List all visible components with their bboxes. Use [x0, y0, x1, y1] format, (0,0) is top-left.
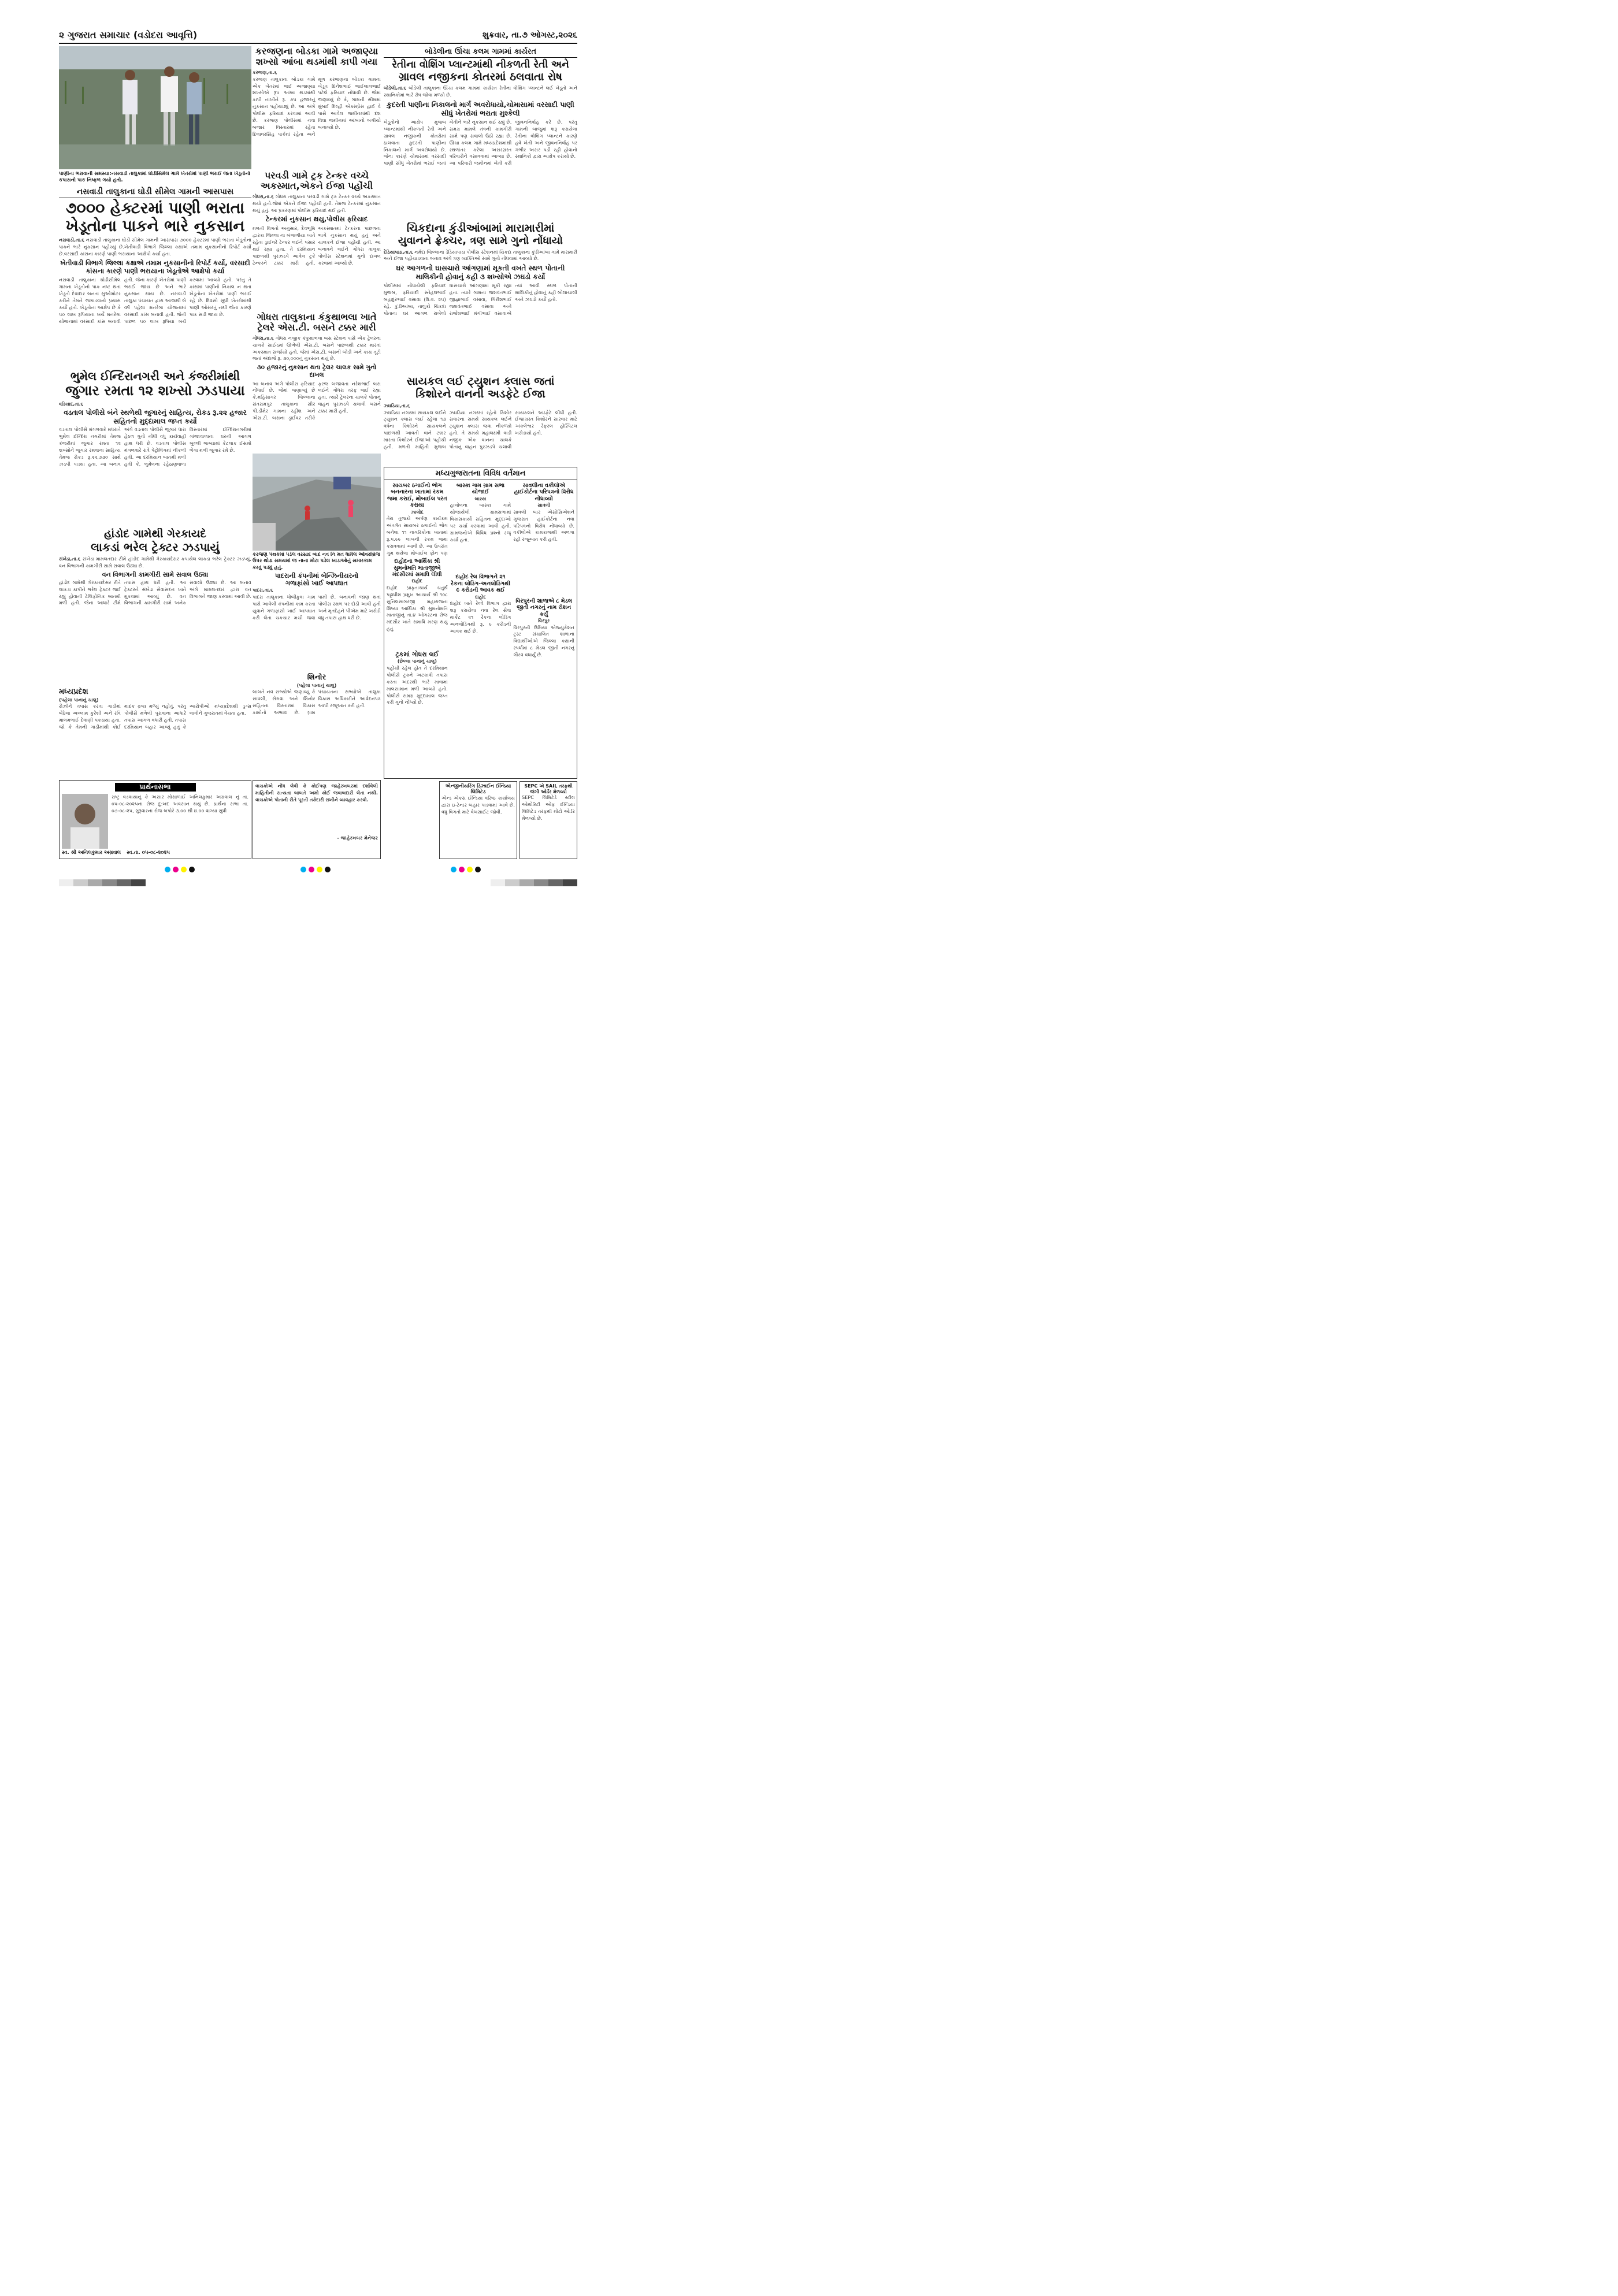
- mg-item1-title: સાયબર ઠગાઈનો ભોગ બનનારના ખાતામાં રકમ જમા કરાઈ, મોબાઈલ પરત કરાયા: [387, 482, 447, 509]
- story-chikda-headline-2: યુવાનને ફ્રેક્ચર, ત્રણ સામે ગુનો નોંધાયો: [398, 234, 563, 247]
- story-prohibition: [384, 781, 437, 859]
- mg-item4-title: દાહોદ રેલ વિભાગને ૨૧ રેકના લોડિંગ-અનલોડિંગથી ૯ કરોડની આવક થઈ: [450, 574, 511, 594]
- story-cycle-headline-2: કિશોરને વાનની અડફેટે ઈજા: [415, 387, 545, 400]
- mg-item6-title: સાવલીના વકીલોએ હાઈકોર્ટના પરિપત્રનો વિરોધ નોંધાવ્યો: [514, 482, 574, 502]
- story-kakubhabhala-headline-2: ટ્રેલરે એસ.ટી. બસને ટક્કર મારી: [257, 322, 376, 333]
- padra-body: પાદરા તાલુકાના ધોબીકુવા ગામ પાસે આવેલી કંપનીમાં કામ કરતા યુવાને ગળાફાંસો ખાઈ આપઘાત કરી લેતા ચકચાર મચી જવા પામી છે. બનાવની જાણ થતાં પોલીસ સ્થળ પર દોડી આવી હતી અને મૃતદેહને પીએમ માટે ખસેડી વધુ તપાસ હાથ ધરી છે.: [253, 594, 381, 621]
- shinor-title: શિનોર: [307, 673, 326, 682]
- shinor-note: (પહેલા પાનાનું ચાલુ): [296, 682, 337, 688]
- story-handod-headline-2: લાકડાં ભરેલ ટ્રેક્ટર ઝડપાયું: [91, 540, 220, 554]
- tender-body: એન્ડ એકસ ઈન્ડિયા વરિષ્ઠ કાર્યાલય દ્વારા ઇ-ટેન્ડર બહાર પાડવામાં આવે છે. વધુ વિગતો માટે વેબસાઈટ જોવી.: [441, 795, 515, 815]
- color-registration-marks-right: [451, 867, 481, 872]
- prarthana-title: પ્રાર્થનાસભા: [115, 783, 196, 792]
- story-karjan-bodka-dateline-line: [253, 69, 381, 76]
- mg-item3-body: દાહોદ પ્રાકૃતાચાર્ય ચતુર્થ પટ્ટાધીશ પ્રમુખ આચાર્ય શ્રી ૧૦૮ સુનિલસાગરજી મહારાજના શિષ્યા આર્થિકા શ્રી સુમનોમતિ માતાજીનું તા.૪ ઓગસ્ટના રોજ મંદસૌર ખાતે સમાધિ મરણ થયું હતું.: [387, 584, 448, 632]
- story-chikda: [384, 222, 577, 373]
- story-cycle-headline-1: સાયકલ લઈ ટ્યુશન ક્લાસ જતાં: [406, 376, 555, 388]
- bridge-repair-image: [253, 454, 381, 551]
- mg-item5-title: ટ્રકમાં ગોધરા લઈ: [395, 650, 439, 658]
- story-retina-headline-2: ગ્રાવલ નજીકના કોતરમાં ઠલવાતા રોષ: [398, 70, 563, 83]
- story-nasvadi-body: નસવાડી તાલુકાના ઘોડીસીમેલ ગામના ખેડૂતોનો પાક નષ્ટ થતાં ખેડૂતો દેવાદાર બનતા સુઓમોટર કરીને તેમને જગાડવાનો પ્રયાસ કર્યો હતો. ખેડૂતોના આક્ષેપ છે કે ૫૦ લાખ રૂપિયાના ખર્ચે મનરેગા યોજનામાં વરસાદી કાંસ બનાવી હતી. જેના કારણે ખેતરોમાં પાણી ભરાઈ જાય છે અને ભારે નુકસાન થાય છે. નસવાડી તાલુકા પંચાયત દ્વારા આજથી બે વર્ષ પહેલા મનરેગા યોજનામાં વરસાદી કાંસ બનાવી હતી. જેની પાછળ ૫૦ લાખ રૂપિયા ખર્ચ કરવામાં આવ્યો હતો. પરંતુ તે કાંસમાં પાણીનો નિકાલ ન થતા ખેડૂતોના ખેતરોમાં પાણી ભરાઈ રહે છે. દિવસો સુધી ખેતરોમાંથી પાણી ઓસરતું નથી જેના કારણે પાક સડી જાય છે.: [59, 277, 251, 324]
- story-handod-lead-text: સંખેડા મામલતદાર ટીમે હાંડોદ ગામેથી ગેરકાયદેસર કપાયેલ લાકડા ભરેલ ટ્રેક્ટર ઝડપ્યું, વન વિભાગની કામગીરી સામે સવાલ ઉઠ્યા છે.: [59, 555, 251, 569]
- story-handod-lead: [59, 556, 251, 570]
- photo-farmers: [59, 46, 251, 169]
- story-nasvadi-headline-1: ૭૦૦૦ હેક્ટરમાં પાણી ભરાતા: [65, 199, 245, 217]
- story-cycle: [384, 376, 577, 465]
- story-retina-dateline: બોડેલી,તા.૬: [384, 86, 406, 91]
- story-parvadi-lead: [253, 194, 381, 214]
- story-kakubhabhala-headline-1: ગોધરા તાલુકાના કંકુથાભલા ખાતે: [257, 312, 377, 322]
- story-bhumel-headline-2: જુગાર રમતા ૧૨ શખ્સો ઝડપાયા: [65, 382, 245, 399]
- mg-item2-title: બાસ્કા ગામ ગ્રામ સભા યોજાઈ: [456, 482, 505, 496]
- story-retina-lead-text: બોડેલી તાલુકાના ઊંચા કલમ ગામમાં કાર્યરત રેતીના વોશિંગ પ્લાન્ટને લઈ ખેડૂતો અને સ્થાનિકોમાં ભારે રોષ જોવા મળ્યો છે.: [384, 85, 577, 98]
- story-bhumel-dateline-line: [59, 401, 251, 408]
- story-nasvadi-lead-text: નસવાડી તાલુકાના ઘોડી સીમેલ ગામની આસપાસ ૭૦૦૦ હેક્ટરમાં પાણી ભરાતા ખેડૂતોના પાકને ભારે નુકસાન પહોંચ્યું છે.ખેતીવાડી વિભાગે જિલ્લા કક્ષાએ તમામ નુકસાનીનો રિપોર્ટ કર્યો છે.વરસાદી કાંસના કારણે પાણી ભરાયાના આક્ષેપો કર્યા હતા.: [59, 237, 251, 257]
- prarthana-dates: સ્વ.તા. ૦૫-૦૮-૨૦૨૫: [127, 850, 170, 856]
- story-handod: [59, 528, 251, 685]
- story-chikda-dateline: દેડિયાપાડા,તા.૬: [384, 249, 413, 255]
- photo-bridge-caption: કરજણ પંથકમાં પડેલ વરસાદ બાદ નવ નિ મત ધામેલ ઓવરબ્રિજ ઉપર થોડા સમયમાં જ નાના મોટા પડેલ ખાડાઓનું સમારકામ કરવું પડ્યું હતું.: [253, 552, 380, 570]
- story-chikda-headline-1: ચિકદાના કુંડીઆંબામાં મારામારીમાં: [406, 222, 555, 235]
- tender-body-2: SEPC લિમિટેડે સ્ટીલ ઓથોરિટી ઓફ ઈન્ડિયા લિમિટેડ તરફથી મોટો ઓર્ડર મેળવ્યો છે.: [522, 794, 575, 821]
- mg-item7-dateline: વિરપુર: [538, 618, 550, 623]
- story-nasvadi-kicker: નસવાડી તાલુકાના ઘોડી સીમેલ ગામની આસપાસ: [59, 186, 251, 198]
- color-bar-right: [491, 879, 577, 886]
- color-registration-marks-left: [165, 867, 195, 872]
- mg-item4-body: દાહોદ ખાતે રેલ્વે વિભાગ દ્વારા શરૂ કરાયેલા નવા રેલ સેવા માર્કેટ ૨૧ રેકના લોડિંગ અનલોડિંગથી રૂ. ૯ કરોડની આવક થઈ છે.: [450, 600, 511, 634]
- mg-item3-title: દાહોદના આર્થિકા શ્રી સુમનોમતિ માતાજીએ મંદસૌરમાં સમાધિ લીધી: [392, 558, 442, 578]
- madhya-gujarat-col-3: [513, 482, 574, 774]
- story-kakubhabhala-body: આ બનાવ અંગે પોલીસ ફરિયાદ નોંધાઈ છે. જેમાં જણાવ્યું છે કે,મહિસાગર જિલ્લાના સંતરામપુર તાલુકાના સીર પી.ડીમેર ગામના રહીશ અને એસ.ટી. બસના ડ્રાઈવર તરીકે ફરજ બજાવતા નરેશભાઈ બસ લઈને ગોધરા તરફ જઈ રહ્યા હતા. ત્યારે ટ્રેલરના ચાલકે પોતાનું વાહન પુરઝડપે ચલાવી બસને ટક્કર મારી હતી.: [253, 380, 381, 421]
- story-karjan-bodka: [253, 46, 381, 168]
- mg-item7-title: વિરપુરની શાળાએ ૮ મેડલ જીતી નગરનું નામ રોશન કર્યું: [515, 597, 572, 618]
- prarthana-box: [59, 780, 251, 859]
- story-nasvadi-lead: [59, 237, 251, 258]
- story-karjan-bodka-body: કરજણ તાલુકાના બોડકા ગામે એક ખેતરમાં જઈ અજાણ્યા શખ્સોએ રૂપ આંબા થડમાંથી કાપી નાખીને રૂ. ૭૫ હજારનું નુકસાન પહોંચાડ્યું છે. આ અંગે પોલીસ ફરિયાદ કરવામાં આવી છે. કરજણ પોલીસમાં નવા બજાર વિસ્તારમાં રહેતા દિલાવરસિંહ પાર્કમાં રહેતા અને મૂળ કરજણના બોડકા ગામના ખેડૂત દિનેશભાઈ ભાઈલાલભાઈ પટેલે ફરિયાદ નોંધાવી છે. જેમાં જણાવ્યું છે કે, ગામની સીમમાં મુંબઈ દિલ્હી એક્સપ્રેસ હાઈ વે પાસે આવેલ જમીનમાંથી દશ વિઘા જમીનમાં આંબાનો બગીચો બનાવ્યો છે.: [253, 76, 381, 137]
- story-cycle-body: ઝઘડિયા નગરમાં સાયકલ લઈને ટ્યુશન ક્લાસ જઈ રહેલા ૧૩ વર્ષના કિશોરને સાયકલને પાછળથી આવતી વાને ટક્કર મારતા કિશોરને ઈજાઓ પહોંચી હતી. મળતી માહિતી મુજબ ઝઘડિયા નગરમાં રહેતો કિશોર સવારના સમયે સાયકલ લઈને ટ્યુશન ક્લાસ જવા નીકળ્યો હતો. તે સમયે મહાલક્ષ્મી વાડી નજીક એક વાનના ચાલકે પોતાનું વાહન પુરઝડપે ચલાવી સાયકલને અડફેટે લીધી હતી. ઈજાગ્રસ્ત કિશોરને સારવાર માટે અંકલેશ્વર રેફરલ હોસ્પિટલ ખસેડાયો હતો.: [384, 409, 577, 450]
- farmers-field-image: [59, 46, 251, 169]
- prarthana-name: સ્વ. શ્રી અનિલકુમાર અગ્રવાલ: [62, 850, 121, 856]
- story-kakubhabhala-lead-text: ગોધરા નજીક કંકુથાભલા બસ સ્ટેશન પાસે એક ટ્રેલરના ચાલકે સાઈડમાં ઊભેલી એસ.ટી. બસને પાછળથી ટક્કર મારતાં અકસ્માત સર્જાયો હતો. જેમાં એસ.ટી. બસની બોડી અને કાચ તૂટી જતાં અંદાજે રૂ. ૩૦,૦૦૦નું નુકસાન થયું છે.: [253, 335, 381, 362]
- padra-title: પાદરાની કંપનીમાં બેન્ઝિનીયરનો: [274, 572, 359, 579]
- notice-box: [253, 780, 381, 859]
- tender-box-2: [519, 781, 577, 859]
- mg-item6-dateline: સાવલી: [537, 503, 551, 508]
- story-parvadi-lead-text: ગોધરા તાલુકાના પરવડી ગામે ટ્રક ટેન્કર વચ્ચે અકસ્માત થયો હતો.જેમાં એકને ઈજા પહોંચી હતી. તેમજ ટેન્કરમાં નુકસાન થયું હતું. આ પ્રકરણમાં પોલીસ ફરિયાદ થઈ હતી.: [253, 193, 381, 213]
- story-parvadi-subhead: ટેન્કરમાં નુકસાન થયુ,પોલીસ ફરિયાદ: [265, 215, 368, 224]
- madhyapradesh-body: રોઝીને તપાસ કરતા ગાડીમાં બેઠેલા અલ્લામ કુરેશી અને રવિ માલમભાઈ દેવાણી પકડાયા હતા. જો કે તેમની ગાડીમાંથી કોઈ માદક દ્રવ્ય મળ્યું નહોતું. પરંતુ પોલીસે મળેલી પુરાવાના આધારે તપાસ આગળ વધારી હતી. તપાસ દરમિયાન બહાર આવ્યું હતું કે આરોપીઓ મધ્યપ્રદેશથી ડ્રગ્સ લાવીને ગુજરાતમાં વેચતા હતા.: [59, 703, 251, 730]
- story-retina-kicker: બોડેલીના ઊંચા કલમ ગામમાં કાર્યરત: [384, 46, 577, 58]
- shinor-body: બાબતે નવ સભ્યોએ જણાવ્યું કે સાધલી, સેગવા અને શિનોર સહિતના વિસ્તારમાં વિકાસ કામોનો અભાવ છે. ગ્રામ પંચાયતના સભ્યોએ તાલુકા વિકાસ અધિકારીને આવેદનપત્ર આપી રજૂઆત કરી હતી.: [253, 689, 381, 716]
- story-handod-body: હાંડોદ ગામેથી ગેરકાયદેસર રીતે લાકડા કાપીને ભરેલ ટ્રેક્ટર જઈ રહ્યું હોવાની ટેલિફોનિક બાતમી મળી હતી. જેના આધારે ટીમે તપાસ હાથ ધરી હતી. આ ટ્રેક્ટરને સંખેડા સેવાસદન ખાતે મુકવામાં આવ્યું છે. વન વિભાગની કામગીરી સામે અનેક સવાલો ઉઠ્યા છે. આ બનાવ અંગે મામલતદાર દ્વારા વન વિભાગને જાણ કરવામાં આવી છે.: [59, 579, 251, 606]
- story-bhumel: [59, 370, 251, 527]
- madhyapradesh-note: (પહેલા પાનાનું ચાલુ): [59, 696, 99, 703]
- story-retina: [384, 46, 577, 220]
- mg-item2-body: હાલોલના બાસ્કા ગામે યોજાયેલી ગ્રામસભામાં વિકાસકાર્યો સહિતના મુદ્દાઓ પર ચર્ચા કરવામાં આવી હતી. ગ્રામજનોએ વિવિધ પ્રશ્નો રજૂ કર્યા હતા.: [450, 502, 511, 543]
- story-chikda-body: પોલીસમાં નોંધાયેલી ફરિયાદ મુજબ, ફરિયાદી સ્નેહલભાઈ બહાદુરભાઈ વસાવા (ઉ.વ. ૨૫) રહે. કુંડીઆંબા, તાલુકો ચિકદા પોતાના ઘર આગળ રાખેલો ઘાસચારો આંગણામાં મૂકી રહ્યા હતા. ત્યારે ગામના જશવંતભાઈ જીજ્ઞાભાઈ વસાવા, ગિરીશભાઈ જશવંતભાઈ વસાવા અને રાજેશભાઈ મંગીભાઈ વસાવાએ ત્યાં આવી સ્થળ પોતાની માલિકીનું હોવાનું કહી બોલાચાલી અને ઝઘડો કર્યો હતો.: [384, 283, 577, 316]
- story-retina-body: ખેડૂતોનો આક્ષેપ મુજબ પ્લાન્ટમાંથી નીકળતી રેતી અને ગ્રાવલ નજીકની કોતરોમાં ઠાલવાતા કુદરતી પાણીના નિકાલનો માર્ગ અવરોધાયો છે. જેના કારણે ચોમાસામાં વરસાદી પાણી સીધું ખેતરોમાં ભરાઈ જતાં ખેતીને ભારે નુકસાન થઈ રહ્યું છે. સમગ્ર મામલે તંત્રની કામગીરી સામે પણ સવાલો ઉઠી રહ્યા છે. ઊંચા કલમ ગામે મધ્યપ્રદેશમાંથી સ્થળાંતર કરેલા અસરગ્રસ્ત પરિવારોને વસાવવામાં આવ્યા છે. આ પરિવારો જમીનમાં ખેતી કરી જીવનનિર્વાહ કરે છે. પરંતુ ગામની બાજુમાં શરૂ કરાયેલા રેતીના વોશિંગ પ્લાન્ટને કારણે હવે ખેતી અને જીવનનિર્વાહ પર ગંભીર અસર પડી રહી હોવાનો સ્થાનિકો દ્વારા આક્ષેપ કરાયો છે.: [384, 118, 577, 166]
- mg-item7-body: વિરપુરની ઉમિયા એજ્યુકેશન ટ્રસ્ટ સંચાલિત શાળાના વિદ્યાર્થીઓએ જિલ્લા કક્ષાની સ્પર્ધામાં ૮ મેડલ જીતી નગરનું ગૌરવ વધાર્યું છે.: [513, 624, 575, 658]
- story-retina-subhead: કુદરતી પાણીના નિકાલનો માર્ગ અવરોધાયો,ચોમાસામાં વરસાદી પાણી સીધું ખેતરોમાં ભરાતા મુશ્કેલી: [387, 101, 574, 117]
- story-chikda-lead: [384, 249, 577, 263]
- masthead: [59, 29, 577, 42]
- mg-item5-body: પહોંચી રહેલ હોત તે દરમિયાન પોલીસે ટ્રકને અટકાવી તપાસ કરતા અંદરથી ભારે માત્રામાં માલસામાન મળી આવ્યો હતો. પોલીસે સમગ્ર મુદ્દામાલ જપ્ત કરી ગુનો નોંધ્યો છે.: [387, 665, 448, 705]
- story-bhumel-headline-1: ભુમેલ ઈન્દિરાનગરી અને કંજરીમાંથી: [70, 370, 240, 383]
- mg-item5-note: (છેલ્લા પાનાનું ચાલુ): [397, 658, 437, 664]
- story-nasvadi-dateline: નસવાડી,તા.૬: [59, 237, 84, 243]
- mg-item2-dateline: બાસ્કા: [474, 496, 487, 501]
- mg-item1-dateline: ઝાલોદ: [410, 509, 424, 515]
- story-bhumel-subhead: વડતાલ પોલીસે બંને સ્થળેથી જુગારનું સાહિત્ય, રોકડ રૂ.૨૨ હજાર સહિતનો મુદ્દામાલ જપ્ત કર્યો: [64, 408, 247, 425]
- mg-item1-body: તેરા તુજકો અર્પણ કાર્યક્રમ અંતર્ગત સાયબર ઠગાઈનો ભોગ બનેલા ૧૧ નાગરિકોના ખાતામાં રૂ.૫.૯૯ લાખની રકમ જમા કરાવવામાં આવી છે. આ ઉપરાંત ગુમ થયેલા મોબાઈલ ફોન પણ: [387, 515, 448, 556]
- madhya-gujarat-box: [384, 467, 577, 779]
- shinor-box: [253, 673, 381, 774]
- story-karjan-bodka-dateline: કરજણ,તા.૬: [253, 69, 277, 75]
- story-parvadi-headline-2: અકસ્માત,એકને ઈજા પહોંચી: [260, 180, 373, 192]
- story-retina-headline-1: રેતીના વોશિંગ પ્લાન્ટમાંથી નીકળતી રેતી અને: [392, 59, 569, 70]
- story-nasvadi-subhead: ખેતીવાડી વિભાગે જિલ્લા કક્ષાએ તમામ નુકસાનીનો રિપોર્ટ કર્યો, વરસાદી કાંસના કારણે પાણી ભરાયાના ખેડૂતોએ આક્ષેપો કર્યા: [60, 258, 250, 275]
- story-parvadi-dateline: ગોધરા,તા.૬: [253, 194, 274, 199]
- story-handod-headline-1: હાંડોદ ગામેથી ગેરકાયદે: [103, 528, 207, 540]
- padra-dateline: પાદરા,તા.૬: [253, 588, 273, 593]
- madhyapradesh-title: મધ્યપ્રદેશ: [59, 688, 88, 696]
- story-parvadi-body: મળતી વિગતો અનુસાર, દેવભૂમિ દ્વારકા જિલ્લા ના ખંભાળીયા ખાતે રહેતા ડ્રાઈવરે ટેન્કર લઈને પસાર થઈ રહ્યા હતા. તે દરમિયાન પાછળથી પુરઝડપે આવેલ ટ્રકે ટેન્કરને ટક્કર મારી હતી. અકસ્માતમાં ટેન્કરના પાછળના ભાગે નુકસાન થયું હતું અને ચાલકને ઈજા પહોંચી હતી. આ બનાવને લઈને ગોધરા તાલુકા પોલીસ સ્ટેશનમાં ગુનો દાખલ કરવામાં આવ્યો છે.: [253, 225, 381, 266]
- prarthana-body: રાષ્ટ્ર વડવાયાનું કે અસાર મોસાળાઈ અનિલકુમાર અગ્રવાલ નું તા. ૦૫-૦૮-૨૦૨૫ના રોજ દુ:ખદ અવસાન થયું છે. પ્રાર્થના સભા તા. ૦૭-૦૮-૨૫, ગુરૂવારના રોજ બપોરે ૩.૦૦ થી ૪.૦૦ વાગ્યા સુધી: [112, 794, 248, 813]
- tender-title: એન્જીનીયરિંગ ડિઝાઈન ઈન્ડિયા લિમિટેડ: [445, 783, 511, 796]
- story-karjan-bodka-headline-1: કરજણના બોડકા ગામે અજાણ્યા: [255, 46, 378, 57]
- notice-signature: - જાહેરખબર મેનેજર: [337, 835, 378, 841]
- story-kakubhabhala: [253, 312, 381, 451]
- person-portrait-icon: [62, 794, 108, 849]
- story-chikda-lead-text: નર્મદા જિલ્લાના ડેડિયાપાડા પોલીસ સ્ટેશનમાં ચિકદા તાલુકાના કુંડીઆંબા ગામે મારામારી અને ઈજા પહોંચાડવાના બનાવ અંગે ત્રણ વ્યક્તિઓ સામે ગુનો નોંધવામાં આવ્યો છે.: [384, 248, 577, 262]
- story-bhumel-dateline: વડિયાદ,તા.૬: [59, 401, 83, 407]
- notice-body: વાચકોએ નોંધ લેવી કે કોઈપણ જાહેરખબરમાં દર્શાવેલી માહિતીની સત્યતા બાબતે અમો કોઈ જવાબદારી લેતા નથી. વાચકોએ પોતાની રીતે પૂરતી તકેદારી રાખીને વ્યવહાર કરવો.: [255, 783, 378, 803]
- color-registration-marks-center: [300, 867, 331, 872]
- color-bar-left: [59, 879, 146, 886]
- madhyapradesh-box: [59, 688, 251, 777]
- story-cycle-dateline: ઝઘડિયા,તા.૬: [384, 403, 410, 408]
- story-handod-subhead: વન વિભાગની કામગીરી સામે સવાલ ઉઠ્યા: [102, 570, 209, 578]
- story-handod-dateline: સંખેડા,તા.૬: [59, 556, 81, 562]
- mg-item3-dateline: દાહોદ: [411, 578, 423, 584]
- tender-box-1: [439, 781, 517, 859]
- padra-title-2: ગળાફાંસો ખાઈ આપઘાત: [285, 579, 348, 588]
- story-parvadi-headline-1: પરવડી ગામે ટ્રક ટેન્કર વચ્ચે: [264, 170, 369, 181]
- madhya-gujarat-col-2: [450, 482, 511, 774]
- prarthana-portrait: [62, 794, 108, 849]
- story-nasvadi-headline-2: ખેડૂતોના પાકને ભારે નુકસાન: [65, 217, 245, 236]
- madhya-gujarat-banner: મધ્યગુજરાતના વિવિધ વર્તમાન: [384, 467, 577, 480]
- story-nasvadi: [59, 186, 251, 364]
- padra-box: [253, 572, 381, 670]
- madhya-gujarat-col-1: [387, 482, 448, 774]
- story-kakubhabhala-dateline: ગોધરા,તા.૬: [253, 335, 274, 341]
- masthead-date: શુક્રવાર, તા.૭ ઓગસ્ટ,૨૦૨૬: [482, 31, 577, 40]
- masthead-title: ૨ ગુજરાત સમાચાર (વડોદરા આવૃત્તિ): [59, 29, 198, 40]
- story-kakubhabhala-subhead: ૩૦ હજારનું નુકસાન થતા ટ્રેલર ચાલક સામે ગુનો દાખલ: [257, 364, 377, 378]
- tender-title-2: SEPC એ SAIL તરફથી જંગી ઓર્ડર મેળવ્યો: [524, 783, 573, 794]
- story-bhumel-body: વડતાલ પોલીસે મંગળવારે મધરાતે ભુમેલ ઈન્દિરા નગરીમાં તેમજ કંજરીમાં જુગાર રમતા ૧૨ શખ્સોને જુગાર રમવાના સાહિત્ય તેમજ રોકડ રૂ.૨૨,૭૩૦ સાથે ઝડપી પાડ્યા હતા. આ બનાવ અંગે વડતાલ પોલીસે જુગાર ધારા હેઠળ ગુનો નોંધી વધુ કાર્યવાહી હાથ ધરી છે. વડતાલ પોલીસ મંગળવારે રાત્રે પેટ્રોલિંગમાં નીકળી હતી. આ દરમિયાન બાતમી મળી હતી કે, ભુમેલના રહેઠાણવાળા વિસ્તારમાં ઈન્દિરાનગરીમાં ગાંજાવાળાના ઘરની આગળ ખુલ્લી જગ્યામાં કેટલાક ઈસમો ભેગા મળી જુગાર રમે છે.: [59, 426, 251, 467]
- photo-bridge-repair: [253, 454, 381, 551]
- story-retina-lead: [384, 85, 577, 99]
- story-kakubhabhala-lead: [253, 335, 381, 363]
- mg-item4-dateline: દાહોદ: [475, 594, 486, 600]
- mg-item6-body: સાવલી બાર એસોસિએશને ગુજરાત હાઈકોર્ટના નવા પરિપત્રનો વિરોધ નોંધાવ્યો છે. વકીલોએ કામકાજથી અળગા રહી રજૂઆત કરી હતી.: [513, 508, 575, 543]
- story-cycle-dateline-line: [384, 403, 577, 410]
- story-karjan-bodka-headline-2: શખ્સો આંબા થડમાંથી કાપી ગયા: [255, 56, 378, 68]
- photo-farmers-caption: પાણીના ભરાવાની સમસ્યા:નસવાડી તાલુકામાં ઘોડીસિમેલ ગામે ખેતરોમાં પાણી ભરાઈ જતા ખેડૂતોનો કપાસનો પાક નિષ્ફળ ગયો હતો.: [59, 171, 250, 184]
- story-chikda-subhead: ઘર આગળનો ઘાસચારો આંગણામાં મૂકતી વખતે સ્થળ પોતાની માલિકીની હોવાનું કહી ૩ શખ્સોએ ઝઘડો કર્યો: [396, 264, 565, 281]
- story-parvadi: [253, 170, 381, 309]
- padra-dateline-line: [253, 587, 381, 594]
- masthead-rule: [59, 43, 577, 44]
